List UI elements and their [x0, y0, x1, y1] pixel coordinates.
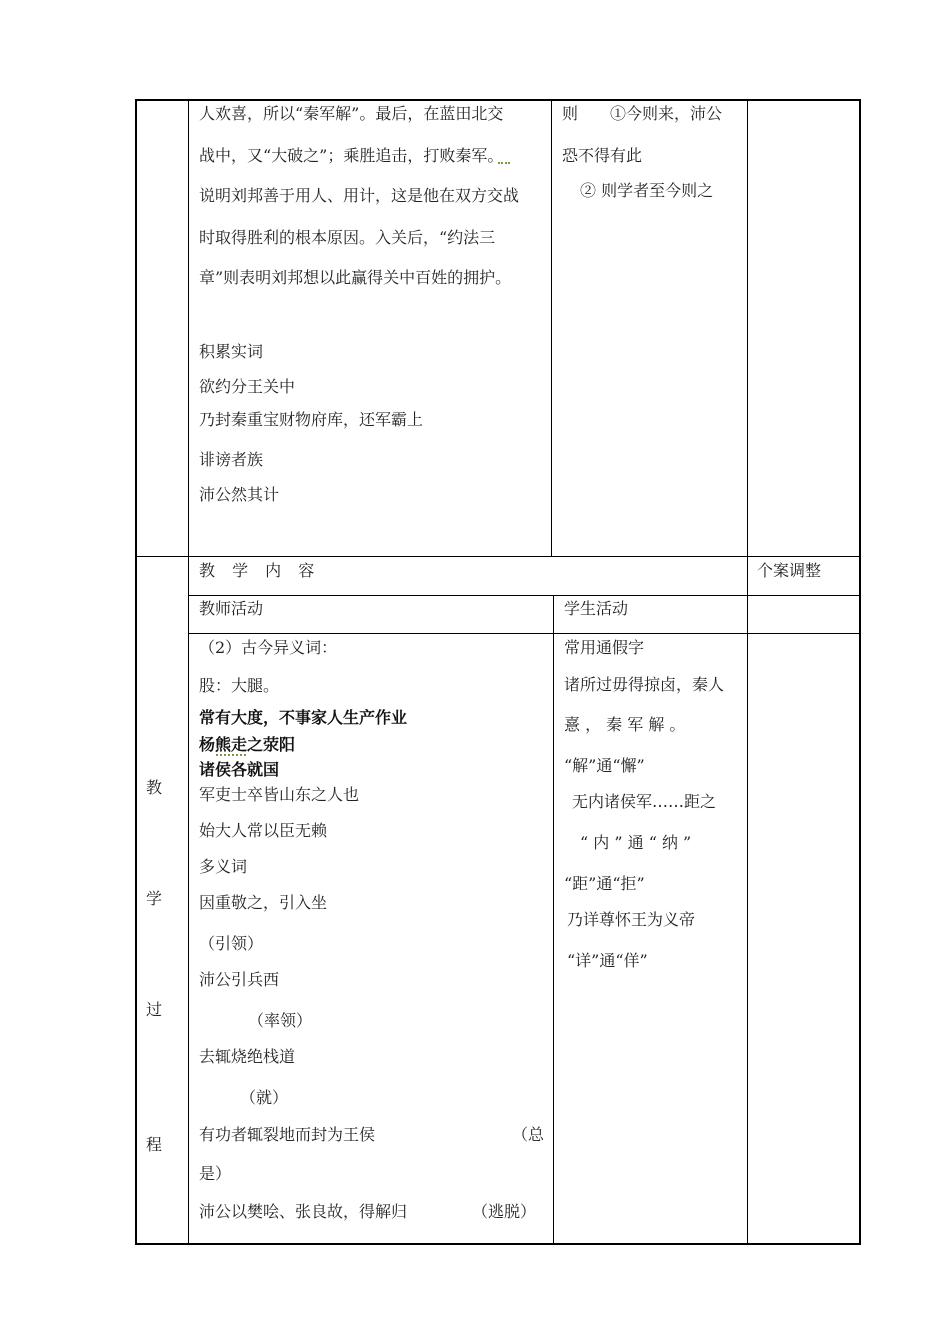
- process-label-char: 教: [146, 778, 163, 797]
- row-divider-header: [188, 595, 861, 596]
- student-activity-header: 学生活动: [564, 599, 629, 618]
- teacher-text-line: 去辄烧绝栈道: [199, 1047, 296, 1066]
- teacher-text-line: 因重敬之，引入坐: [199, 893, 328, 912]
- student-text-line: 常用通假字: [564, 638, 645, 657]
- grammar-underline: [498, 162, 510, 164]
- table-bottom-border: [135, 1243, 861, 1245]
- table-top-border: [135, 99, 861, 101]
- process-label-char: 过: [146, 1000, 163, 1019]
- student-text-line: “详”通“佯”: [567, 951, 648, 970]
- adjust-header: 个案调整: [757, 561, 822, 580]
- teacher-text-line: 常有大度，不事家人生产作业: [199, 708, 408, 727]
- spelling-underline: [216, 754, 246, 756]
- process-label-char: 程: [146, 1135, 163, 1154]
- teacher-text-line: 军吏士卒皆山东之人也: [199, 785, 360, 804]
- teacher-text-line: 杨熊走之荥阳: [199, 735, 296, 754]
- teacher-text-line: 战中，又“大破之”；乘胜追击，打败秦军。: [199, 146, 504, 165]
- teacher-text-line: 有功者辄裂地而封为王侯: [199, 1125, 376, 1144]
- teacher-text-line: 说明刘邦善于用人、用计，这是他在双方交战: [199, 186, 520, 205]
- student-text-line: “距”通“拒”: [564, 874, 645, 893]
- student-text-line: 乃详尊怀王为义帝: [567, 910, 696, 929]
- vocab-line: 诽谤者族: [199, 450, 264, 469]
- vocab-heading: 积累实词: [199, 342, 264, 361]
- teacher-text-line: 是）: [199, 1164, 232, 1183]
- student-text-line: 无内诸侯军……距之: [572, 792, 717, 811]
- row-divider-section: [135, 556, 861, 557]
- vocab-line: 欲约分王关中: [199, 377, 296, 396]
- student-text-line: 则 ①今则来，沛公: [562, 104, 723, 123]
- content-header: 教 学 内 容: [199, 561, 321, 580]
- vocab-line: 乃封秦重宝财物府库，还军霸上: [199, 410, 424, 429]
- teacher-text-line: （率领）: [248, 1011, 313, 1030]
- teacher-text-line: 时取得胜利的根本原因。入关后，“约法三: [199, 228, 496, 247]
- column-divider-1: [188, 99, 189, 1245]
- row-divider-subheader: [188, 633, 861, 634]
- teacher-text-line: 始大人常以臣无赖: [199, 821, 328, 840]
- student-text-line: ② 则学者至今则之: [580, 181, 714, 200]
- student-text-line: 恐不得有此: [562, 146, 643, 165]
- teacher-text-line: 沛公以樊哙、张良故，得解归: [199, 1202, 408, 1221]
- student-text-line: “ 内 ” 通 “ 纳 ”: [580, 833, 692, 852]
- teacher-text-line: 人欢喜，所以“秦军解”。最后，在蓝田北交: [199, 104, 504, 123]
- table-right-border: [859, 99, 861, 1245]
- teacher-text-line: （总: [512, 1125, 545, 1144]
- table-left-border: [135, 99, 137, 1245]
- teacher-text-line: 章”则表明刘邦想以此赢得关中百姓的拥护。: [199, 268, 512, 287]
- vocab-line: 沛公然其计: [199, 485, 280, 504]
- student-text-line: “解”通“懈”: [564, 756, 645, 775]
- teacher-text-line: 诸侯各就国: [199, 760, 280, 779]
- student-text-line: 诸所过毋得掠卤，秦人: [564, 675, 725, 694]
- column-divider-2-top: [551, 99, 552, 556]
- teacher-text-line: 沛公引兵西: [199, 970, 280, 989]
- teacher-text-line: （2）古今异义词：: [199, 638, 338, 657]
- teacher-text-line: （逃脱）: [472, 1202, 537, 1221]
- teacher-text-line: 多义词: [199, 857, 248, 876]
- teacher-text-line: （就）: [240, 1088, 289, 1107]
- process-label-char: 学: [146, 889, 163, 908]
- student-text-line: 憙 ， 秦 军 解 。: [564, 715, 686, 734]
- column-divider-3: [747, 99, 748, 1245]
- teacher-text-line: （引领）: [199, 934, 264, 953]
- teacher-activity-header: 教师活动: [199, 599, 264, 618]
- teacher-text-line: 股：大腿。: [199, 676, 280, 695]
- column-divider-2-bottom: [553, 595, 554, 1245]
